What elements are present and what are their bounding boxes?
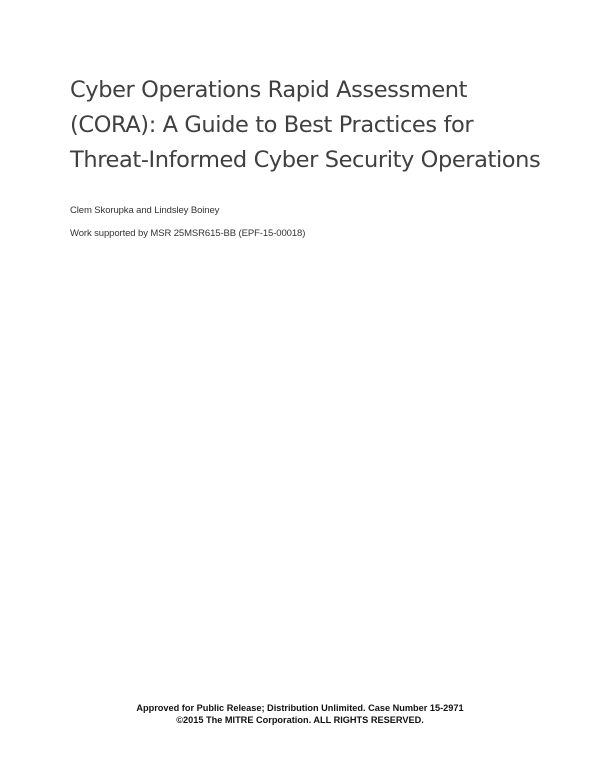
copyright-statement: ©2015 The MITRE Corporation. ALL RIGHTS RESERVED. [176,715,424,725]
title-line-1: Cyber Operations Rapid Assessment [70,77,468,103]
release-statement: Approved for Public Release; Distribution Unlimited. Case Number 15-2971 [136,703,464,713]
title-line-3: Threat-Informed Cyber Security Operations [70,147,541,173]
support-note: Work supported by MSR 25MSR615-BB (EPF-15-00018) [70,228,306,239]
document-title [70,73,570,178]
authors-line: Clem Skorupka and Lindsley Boiney [70,205,220,216]
release-footer [0,702,600,726]
title-line-2: (CORA): A Guide to Best Practices for [70,112,474,138]
